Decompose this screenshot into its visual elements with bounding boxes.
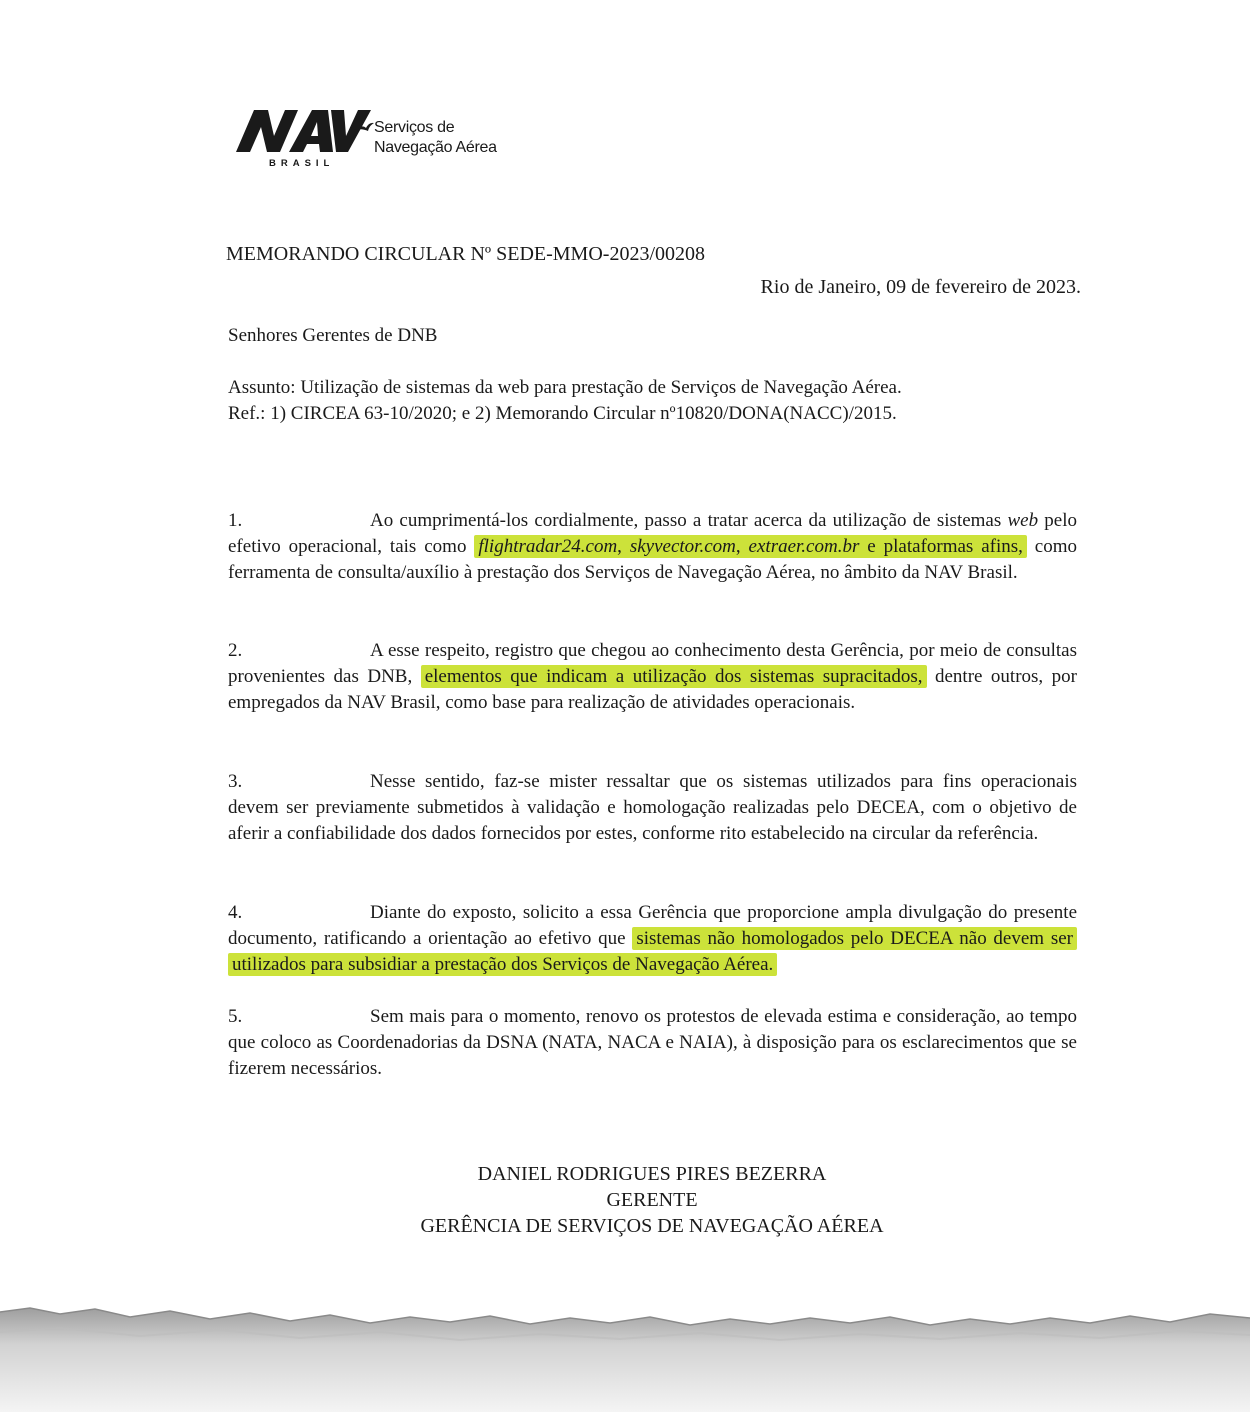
paragraph-text: pelo efetivo operacional, tais como <box>228 510 1077 557</box>
nav-brasil-logo <box>236 106 526 176</box>
paragraph-1 <box>228 508 1077 586</box>
highlight-tail: e plataformas afins, <box>859 536 1023 557</box>
signatory-department: GERÊNCIA DE SERVIÇOS DE NAVEGAÇÃO AÉREA <box>420 1215 884 1237</box>
reference-line: Ref.: 1) CIRCEA 63-10/2020; e 2) Memorando Circular nº10820/DONA(NACC)/2015. <box>228 403 897 424</box>
paragraph-number: 2. <box>228 640 243 661</box>
site-name: extraer.com.br <box>748 536 860 557</box>
paragraph-italic: web <box>1007 510 1039 531</box>
logo-line-1: Serviços de <box>374 119 455 136</box>
paragraph-text: dentre outros, por empregados da NAV Brasil, como base para realização de atividades operacionais. <box>228 666 1077 713</box>
paragraph-text: Sem mais para o momento, renovo os protestos de elevada estima e consideração, ao tempo que coloco as Coordenadorias da DSNA (NATA, NACA e NAIA), à disposição para os esclarecimentos que se fizerem necessários. <box>228 1006 1077 1079</box>
highlighted-text: sistemas não homologados pelo DECEA não devem ser utilizados para subsidiar a prestação dos Serviços de Navegação Aérea. <box>228 927 1077 976</box>
highlighted-text: elementos que indicam a utilização dos sistemas supracitados, <box>421 665 927 688</box>
memo-title: MEMORANDO CIRCULAR Nº SEDE-MMO-2023/00208 <box>226 243 705 265</box>
paragraph-text: A esse respeito, registro que chegou ao conhecimento desta Gerência, por meio de consultas provenientes das DNB, <box>228 640 1077 687</box>
paragraph-5 <box>228 1004 1077 1082</box>
salutation: Senhores Gerentes de DNB <box>228 325 438 346</box>
paragraph-number: 5. <box>228 1006 243 1027</box>
paragraph-text: Ao cumprimentá-los cordialmente, passo a tratar acerca da utilização de sistemas <box>370 510 1008 531</box>
paragraph-number: 1. <box>228 510 243 531</box>
signature-block <box>300 1161 1004 1239</box>
signatory-name: DANIEL RODRIGUES PIRES BEZERRA <box>477 1163 827 1185</box>
highlighted-text <box>474 535 1027 558</box>
logo-country: BRASIL <box>269 158 335 169</box>
torn-paper-edge <box>0 1290 1250 1412</box>
paragraph-4 <box>228 900 1077 978</box>
paragraph-2 <box>228 638 1077 716</box>
paragraph-text: Nesse sentido, faz-se mister ressaltar que os sistemas utilizados para fins operacionais devem ser previamente submetidos à validação e homologação realizadas pelo DECEA, com o objetivo de aferir a confiabilidade dos dados fornecidos por estes, conforme rito estabelecido na circular da referência. <box>228 771 1077 844</box>
separator: , <box>735 536 749 557</box>
signatory-role: GERENTE <box>606 1189 698 1211</box>
paragraph-number: 4. <box>228 902 243 923</box>
logo-tagline <box>374 118 497 158</box>
logo-line-2: Navegação Aérea <box>374 139 497 156</box>
subject-line: Assunto: Utilização de sistemas da web para prestação de Serviços de Navegação Aérea. <box>228 377 902 398</box>
site-name: skyvector.com <box>629 536 736 557</box>
airplane-bird-icon <box>354 122 374 136</box>
paragraph-3 <box>228 769 1077 847</box>
paragraph-text: Diante do exposto, solicito a essa Gerência que proporcione ampla divulgação do presente documento, ratificando a orientação ao efetivo que <box>228 902 1077 949</box>
paragraph-text: como ferramenta de consulta/auxílio à prestação dos Serviços de Navegação Aérea, no âmbito da NAV Brasil. <box>228 536 1078 583</box>
separator: , <box>617 536 630 557</box>
site-name: flightradar24.com <box>478 536 618 557</box>
paragraph-number: 3. <box>228 771 243 792</box>
memo-date: Rio de Janeiro, 09 de fevereiro de 2023. <box>760 276 1081 298</box>
